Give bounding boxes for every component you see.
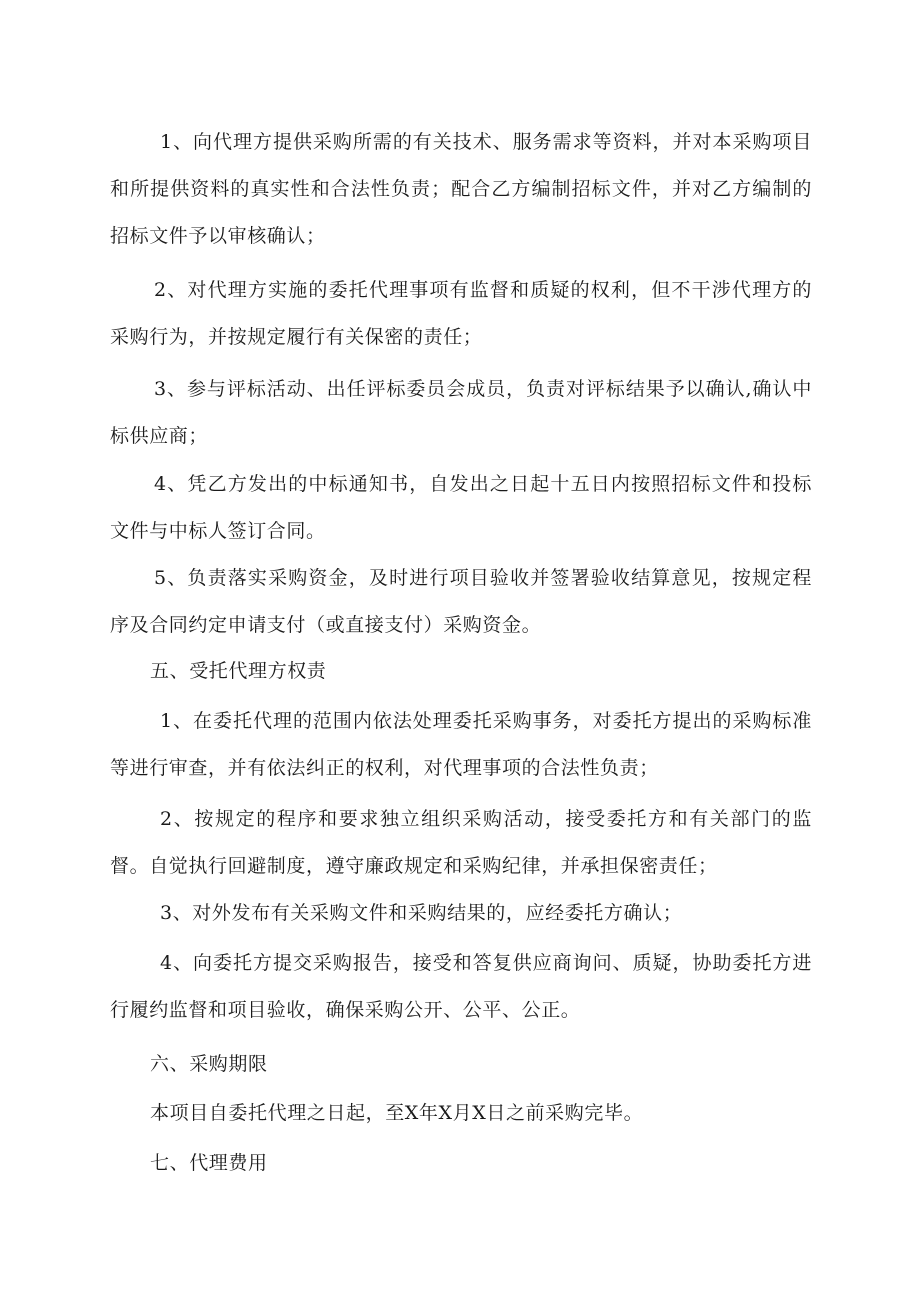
paragraph-buyer-duty-4: 4、凭乙方发出的中标通知书，自发出之日起十五日内按照招标文件和投标文件与中标人签订合同。 [110,473,812,542]
paragraph-agent-duty-2: 2、按规定的程序和要求独立组织采购活动，接受委托方和有关部门的监督。自觉执行回避制度，遵守廉政规定和采购纪律，并承担保密责任； [110,808,812,877]
section-heading-procurement-period: 六、采购期限 [150,1053,268,1075]
paragraph-agent-duty-1: 1、在委托代理的范围内依法处理委托采购事务，对委托方提出的采购标准等进行审查，并有依法纠正的权利，对代理事项的合法性负责； [110,710,812,779]
paragraph-agent-duty-4: 4、向委托方提交采购报告，接受和答复供应商询问、质疑，协助委托方进行履约监督和项目验收，确保采购公开、公平、公正。 [110,952,812,1021]
paragraph-buyer-duty-1: 1、向代理方提供采购所需的有关技术、服务需求等资料，并对本采购项目和所提供资料的真实性和合法性负责；配合乙方编制招标文件，并对乙方编制的招标文件予以审核确认； [110,131,812,247]
paragraph-buyer-duty-2: 2、对代理方实施的委托代理事项有监督和质疑的权利，但不干涉代理方的采购行为，并按规定履行有关保密的责任； [110,279,812,348]
section-heading-agency-fee: 七、代理费用 [150,1152,268,1174]
paragraph-procurement-period: 本项目自委托代理之日起，至X年X月X日之前采购完毕。 [150,1102,644,1124]
paragraph-buyer-duty-3: 3、参与评标活动、出任评标委员会成员，负责对评标结果予以确认,确认中标供应商； [110,378,812,447]
section-heading-agent-duties: 五、受托代理方权责 [150,660,327,682]
paragraph-agent-duty-3: 3、对外发布有关采购文件和采购结果的，应经委托方确认； [160,902,683,924]
paragraph-buyer-duty-5: 5、负责落实采购资金，及时进行项目验收并签署验收结算意见，按规定程序及合同约定申请支付（或直接支付）采购资金。 [110,567,812,636]
